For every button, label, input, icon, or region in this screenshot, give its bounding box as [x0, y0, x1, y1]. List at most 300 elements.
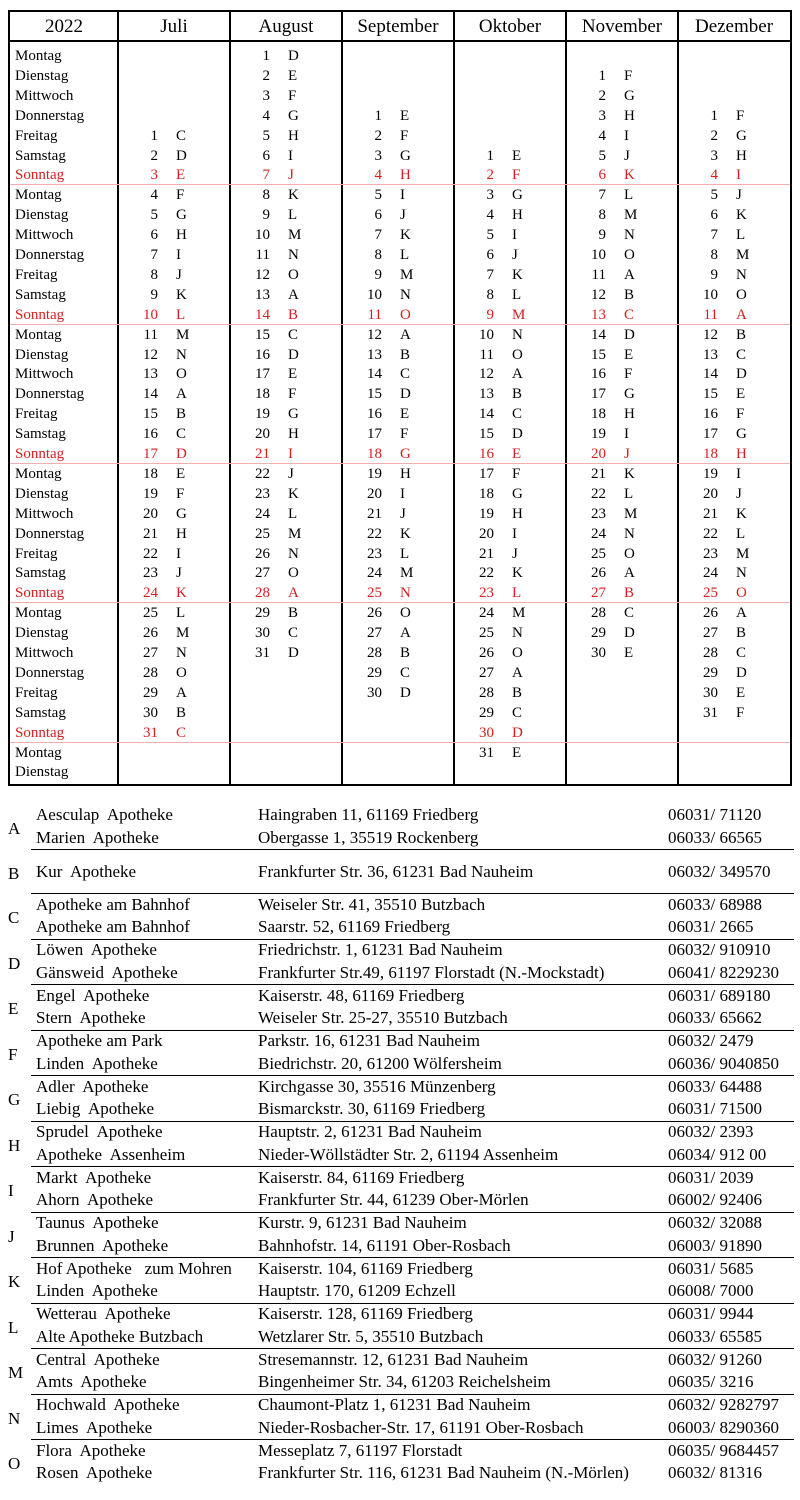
- group-letter: M: [8, 1363, 24, 1383]
- duty-letter: D: [624, 326, 635, 343]
- duty-letter: F: [288, 386, 297, 403]
- duty-letter: J: [400, 207, 406, 224]
- day-number: 17: [255, 366, 270, 383]
- duty-letter: K: [400, 227, 411, 244]
- day-number: 31: [255, 645, 270, 661]
- duty-letter: O: [624, 247, 635, 263]
- duty-letter: H: [736, 147, 747, 164]
- pharmacy-name: Apotheke am Park: [36, 1031, 163, 1050]
- duty-letter: A: [400, 625, 411, 642]
- duty-letter: H: [288, 426, 299, 443]
- duty-letter: M: [736, 247, 750, 263]
- duty-letter: B: [736, 625, 747, 642]
- duty-letter: H: [512, 207, 523, 224]
- header-divider: [10, 40, 790, 42]
- pharmacy-phone: 06032/ 2479: [668, 1031, 754, 1050]
- duty-letter: F: [176, 187, 185, 204]
- duty-letter: L: [624, 187, 634, 204]
- pharmacy-name: Limes Apotheke: [36, 1417, 153, 1437]
- day-number: 26: [703, 605, 718, 622]
- weekday-label: Montag: [15, 187, 62, 204]
- pharmacy-phone: 06032/ 349570: [668, 861, 771, 881]
- duty-letter: D: [736, 664, 747, 681]
- duty-letter: B: [512, 386, 523, 403]
- day-number: 28: [591, 605, 606, 622]
- day-number: 15: [367, 386, 382, 403]
- day-number: 30: [143, 704, 158, 721]
- duty-letter: E: [176, 465, 186, 482]
- day-number: 21: [143, 525, 158, 542]
- duty-letter: B: [736, 326, 747, 343]
- duty-letter: I: [624, 426, 629, 443]
- pharmacy-address: Kirchgasse 30, 35516 Münzenberg: [258, 1076, 496, 1096]
- pharmacy-phone: 06003/ 8290360: [668, 1417, 779, 1437]
- duty-letter: I: [736, 167, 741, 184]
- day-number: 11: [255, 247, 270, 263]
- duty-letter: N: [288, 545, 299, 562]
- duty-letter: K: [288, 485, 299, 502]
- duty-letter: J: [624, 446, 630, 462]
- pharmacy-list: [0, 800, 800, 1500]
- pharmacy-address: Frankfurter Str. 116, 61231 Bad Nauheim (N.-Mörlen): [258, 1463, 629, 1482]
- pharmacy-phone: 06032/ 32088: [668, 1213, 762, 1232]
- duty-letter: H: [512, 505, 523, 522]
- duty-letter: J: [176, 266, 182, 283]
- day-number: 18: [703, 446, 718, 462]
- day-number: 3: [374, 147, 382, 164]
- column-divider: [341, 12, 343, 784]
- duty-letter: B: [400, 346, 411, 363]
- day-number: 25: [479, 625, 494, 642]
- duty-letter: G: [512, 187, 523, 204]
- pharmacy-name: Apotheke am Bahnhof: [36, 917, 190, 936]
- day-number: 30: [703, 684, 718, 701]
- weekday-label: Montag: [15, 605, 62, 622]
- duty-letter: F: [624, 67, 633, 84]
- duty-letter: C: [288, 625, 299, 642]
- duty-letter: D: [288, 645, 299, 661]
- pharmacy-group-e: [0, 985, 800, 1031]
- day-number: 30: [479, 724, 494, 741]
- day-number: 9: [374, 266, 382, 283]
- weekday-label: Dienstag: [15, 625, 69, 642]
- pharmacy-group-b: [0, 850, 800, 894]
- duty-letter: O: [736, 585, 747, 602]
- pharmacy-group-m: [0, 1349, 800, 1395]
- duty-letter: M: [400, 266, 414, 283]
- day-number: 14: [255, 306, 270, 323]
- pharmacy-group-a: [0, 804, 800, 850]
- pharmacy-group-c: [0, 894, 800, 940]
- pharmacy-group-d: [0, 939, 800, 985]
- day-number: 15: [591, 346, 606, 363]
- day-number: 27: [703, 625, 718, 642]
- pharmacy-phone: 06003/ 91890: [668, 1235, 762, 1255]
- pharmacy-name: Aesculap Apotheke: [36, 805, 173, 824]
- day-number: 8: [374, 247, 382, 263]
- day-number: 12: [143, 346, 158, 363]
- day-number: 21: [591, 465, 606, 482]
- day-number: 11: [703, 306, 718, 323]
- day-number: 6: [150, 227, 158, 244]
- duty-letter: B: [288, 605, 299, 622]
- duty-letter: N: [288, 247, 299, 263]
- duty-letter: C: [288, 326, 299, 343]
- duty-letter: O: [400, 306, 411, 323]
- day-number: 5: [374, 187, 382, 204]
- duty-letter: G: [736, 127, 747, 144]
- duty-letter: H: [288, 127, 299, 144]
- day-number: 8: [710, 247, 718, 263]
- duty-letter: L: [288, 505, 298, 522]
- group-letter: K: [8, 1272, 21, 1292]
- duty-letter: L: [288, 207, 298, 224]
- group-letter: N: [8, 1408, 21, 1428]
- weekday-label: Freitag: [15, 406, 58, 423]
- day-number: 17: [703, 426, 718, 443]
- duty-letter: G: [176, 207, 187, 224]
- weekday-label: Samstag: [15, 704, 66, 721]
- duty-letter: O: [176, 366, 187, 383]
- weekday-label: Mittwoch: [15, 505, 74, 522]
- day-number: 11: [591, 266, 606, 283]
- day-number: 3: [598, 107, 606, 124]
- column-divider: [453, 12, 455, 784]
- day-number: 5: [598, 147, 606, 164]
- day-number: 27: [479, 664, 494, 681]
- duty-letter: L: [400, 545, 410, 562]
- duty-letter: B: [288, 306, 299, 323]
- duty-letter: H: [624, 107, 635, 124]
- pharmacy-address: Kaiserstr. 128, 61169 Friedberg: [258, 1304, 473, 1323]
- duty-letter: M: [736, 545, 750, 562]
- duty-letter: D: [176, 446, 187, 462]
- day-number: 12: [479, 366, 494, 383]
- day-number: 1: [710, 107, 718, 124]
- duty-letter: N: [400, 585, 411, 602]
- pharmacy-name: Brunnen Apotheke: [36, 1235, 169, 1255]
- duty-letter: O: [288, 565, 299, 582]
- duty-letter: J: [624, 147, 630, 164]
- weekday-label: Mittwoch: [15, 87, 74, 104]
- duty-letter: I: [624, 127, 629, 144]
- pharmacy-address: Parkstr. 16, 61231 Bad Nauheim: [258, 1031, 480, 1050]
- group-letter: H: [8, 1135, 21, 1155]
- day-number: 21: [703, 505, 718, 522]
- duty-letter: A: [176, 386, 187, 403]
- pharmacy-name: Apotheke am Bahnhof: [36, 894, 190, 914]
- weekday-label: Sonntag: [15, 724, 65, 741]
- duty-letter: N: [736, 565, 747, 582]
- duty-letter: K: [176, 286, 187, 303]
- duty-letter: J: [288, 465, 294, 482]
- pharmacy-address: Kurstr. 9, 61231 Bad Nauheim: [258, 1213, 467, 1232]
- month-header: Juli: [160, 16, 188, 37]
- day-number: 9: [598, 227, 606, 244]
- duty-letter: L: [624, 485, 634, 502]
- duty-letter: H: [176, 525, 187, 542]
- duty-letter: B: [176, 406, 187, 423]
- pharmacy-phone: 06031/ 2665: [668, 917, 754, 936]
- day-number: 6: [262, 147, 270, 164]
- day-number: 16: [367, 406, 382, 423]
- day-number: 21: [255, 446, 270, 462]
- duty-letter: J: [512, 545, 518, 562]
- duty-letter: D: [288, 48, 299, 64]
- group-letter: A: [8, 818, 21, 838]
- day-number: 20: [255, 426, 270, 443]
- pharmacy-group-k: [0, 1258, 800, 1304]
- day-number: 28: [367, 645, 382, 661]
- day-number: 1: [486, 147, 494, 164]
- group-letter: G: [8, 1090, 21, 1110]
- day-number: 27: [143, 645, 158, 661]
- pharmacy-phone: 06035/ 3216: [668, 1372, 754, 1391]
- column-divider: [565, 12, 567, 784]
- day-number: 3: [710, 147, 718, 164]
- pharmacy-address: Wetzlarer Str. 5, 35510 Butzbach: [258, 1326, 484, 1346]
- day-number: 29: [703, 664, 718, 681]
- day-number: 15: [143, 406, 158, 423]
- duty-letter: E: [176, 167, 186, 184]
- weekday-label: Donnerstag: [15, 107, 85, 124]
- day-number: 14: [479, 406, 494, 423]
- day-number: 29: [255, 605, 270, 622]
- day-number: 12: [703, 326, 718, 343]
- duty-letter: B: [176, 704, 187, 721]
- pharmacy-name: Hof Apotheke zum Mohren: [36, 1258, 232, 1278]
- duty-letter: L: [176, 605, 186, 622]
- day-number: 25: [591, 545, 606, 562]
- day-number: 28: [703, 645, 718, 661]
- duty-letter: E: [512, 744, 522, 761]
- duty-letter: O: [512, 645, 523, 661]
- weekday-label: Dienstag: [15, 764, 69, 781]
- day-number: 13: [255, 286, 270, 303]
- duty-letter: J: [736, 187, 742, 204]
- day-number: 5: [262, 127, 270, 144]
- duty-letter: F: [512, 465, 521, 482]
- weekday-label: Freitag: [15, 127, 58, 144]
- day-number: 31: [479, 744, 494, 761]
- duty-letter: K: [624, 167, 635, 184]
- day-number: 14: [143, 386, 158, 403]
- weekday-label: Freitag: [15, 684, 58, 701]
- day-number: 18: [479, 485, 494, 502]
- day-number: 13: [703, 346, 718, 363]
- day-number: 22: [143, 545, 158, 562]
- day-number: 12: [255, 266, 270, 283]
- column-divider: [229, 12, 231, 784]
- pharmacy-phone: 06041/ 8229230: [668, 962, 779, 982]
- pharmacy-address: Nieder-Rosbacher-Str. 17, 61191 Ober-Rosbach: [258, 1417, 584, 1437]
- duty-letter: O: [288, 266, 299, 283]
- pharmacy-name: Apotheke Assenheim: [36, 1144, 186, 1164]
- column-divider: [117, 12, 119, 784]
- day-number: 9: [150, 286, 158, 303]
- group-letter: C: [8, 908, 20, 928]
- duty-letter: O: [736, 286, 747, 303]
- day-number: 27: [367, 625, 382, 642]
- duty-letter: G: [624, 87, 635, 104]
- day-number: 15: [703, 386, 718, 403]
- day-number: 3: [262, 87, 270, 104]
- duty-letter: A: [400, 326, 411, 343]
- duty-letter: K: [624, 465, 635, 482]
- day-number: 25: [367, 585, 382, 602]
- pharmacy-address: Nieder-Wöllstädter Str. 2, 61194 Assenheim: [258, 1144, 559, 1164]
- day-number: 25: [143, 605, 158, 622]
- pharmacy-phone: 06035/ 9684457: [668, 1440, 779, 1460]
- duty-letter: H: [624, 406, 635, 423]
- day-number: 18: [143, 465, 158, 482]
- duty-letter: K: [736, 207, 747, 224]
- duty-letter: M: [176, 326, 190, 343]
- day-number: 2: [598, 87, 606, 104]
- day-number: 4: [486, 207, 494, 224]
- day-number: 14: [367, 366, 382, 383]
- notdienst-calendar: [8, 10, 792, 786]
- duty-letter: N: [624, 227, 635, 244]
- duty-letter: A: [512, 664, 523, 681]
- group-letter: I: [8, 1181, 14, 1201]
- weekday-label: Freitag: [15, 266, 58, 283]
- day-number: 2: [262, 67, 270, 84]
- pharmacy-name: Gänsweid Apotheke: [36, 962, 178, 982]
- duty-letter: M: [288, 227, 302, 244]
- duty-letter: F: [400, 127, 409, 144]
- day-number: 24: [591, 525, 606, 542]
- duty-letter: A: [288, 585, 299, 602]
- pharmacy-phone: 06033/ 64488: [668, 1076, 762, 1096]
- duty-letter: C: [624, 605, 635, 622]
- day-number: 22: [255, 465, 270, 482]
- duty-letter: D: [512, 724, 523, 741]
- duty-letter: M: [512, 306, 526, 323]
- month-header: November: [581, 16, 663, 37]
- pharmacy-address: Saarstr. 52, 61169 Friedberg: [258, 917, 451, 936]
- duty-letter: L: [736, 525, 746, 542]
- duty-letter: D: [176, 147, 187, 164]
- duty-letter: A: [624, 266, 635, 283]
- day-number: 9: [486, 306, 494, 323]
- day-number: 7: [262, 167, 270, 184]
- day-number: 7: [486, 266, 494, 283]
- weekday-label: Dienstag: [15, 67, 69, 84]
- weekday-label: Sonntag: [15, 446, 65, 462]
- duty-letter: E: [288, 67, 298, 84]
- duty-letter: F: [624, 366, 633, 383]
- pharmacy-phone: 06031/ 2039: [668, 1167, 754, 1187]
- duty-letter: E: [624, 346, 634, 363]
- duty-letter: A: [176, 684, 187, 701]
- day-number: 16: [143, 426, 158, 443]
- duty-letter: D: [288, 346, 299, 363]
- duty-letter: I: [400, 485, 405, 502]
- duty-letter: N: [512, 326, 523, 343]
- pharmacy-address: Weiseler Str. 41, 35510 Butzbach: [258, 894, 486, 914]
- duty-letter: B: [400, 645, 411, 661]
- pharmacy-phone: 06032/ 2393: [668, 1122, 754, 1141]
- duty-letter: A: [288, 286, 299, 303]
- duty-letter: O: [624, 545, 635, 562]
- pharmacy-phone: 06032/ 9282797: [668, 1395, 779, 1414]
- day-number: 20: [479, 525, 494, 542]
- duty-letter: K: [400, 525, 411, 542]
- day-number: 23: [367, 545, 382, 562]
- duty-letter: E: [736, 386, 746, 403]
- pharmacy-phone: 06031/ 9944: [668, 1304, 754, 1323]
- duty-letter: G: [736, 426, 747, 443]
- day-number: 21: [479, 545, 494, 562]
- month-header: September: [357, 16, 439, 37]
- pharmacy-phone: 06033/ 65662: [668, 1008, 762, 1027]
- pharmacy-address: Hauptstr. 170, 61209 Echzell: [258, 1281, 456, 1300]
- day-number: 10: [255, 227, 270, 244]
- day-number: 24: [255, 505, 270, 522]
- duty-letter: E: [512, 147, 522, 164]
- pharmacy-name: Rosen Apotheke: [36, 1463, 153, 1482]
- duty-letter: N: [624, 525, 635, 542]
- pharmacy-phone: 06036/ 9040850: [668, 1053, 779, 1073]
- weekday-label: Donnerstag: [15, 525, 85, 542]
- duty-letter: C: [512, 406, 523, 423]
- day-number: 8: [262, 187, 270, 204]
- day-number: 5: [150, 207, 158, 224]
- weekday-label: Montag: [15, 326, 62, 343]
- day-number: 2: [150, 147, 158, 164]
- day-number: 28: [143, 664, 158, 681]
- group-letter: L: [8, 1317, 19, 1337]
- pharmacy-address: Obergasse 1, 35519 Rockenberg: [258, 827, 479, 847]
- day-number: 6: [710, 207, 718, 224]
- duty-letter: C: [400, 366, 411, 383]
- pharmacy-phone: 06031/ 71500: [668, 1099, 762, 1118]
- day-number: 30: [255, 625, 270, 642]
- day-number: 6: [598, 167, 606, 184]
- day-number: 1: [262, 48, 270, 64]
- group-letter: E: [8, 999, 19, 1019]
- day-number: 13: [367, 346, 382, 363]
- duty-letter: H: [176, 227, 187, 244]
- duty-letter: D: [624, 625, 635, 642]
- weekday-label: Mittwoch: [15, 366, 74, 383]
- pharmacy-name: Sprudel Apotheke: [36, 1122, 163, 1141]
- duty-letter: G: [176, 505, 187, 522]
- pharmacy-address: Kaiserstr. 104, 61169 Friedberg: [258, 1258, 473, 1278]
- duty-letter: C: [176, 426, 187, 443]
- duty-letter: E: [736, 684, 746, 701]
- duty-letter: C: [176, 724, 187, 741]
- day-number: 22: [479, 565, 494, 582]
- day-number: 10: [367, 286, 382, 303]
- pharmacy-phone: 06033/ 66565: [668, 827, 762, 847]
- day-number: 4: [262, 107, 270, 124]
- day-number: 20: [367, 485, 382, 502]
- day-number: 19: [143, 485, 158, 502]
- duty-letter: H: [400, 167, 411, 184]
- duty-letter: J: [176, 565, 182, 582]
- weekday-label: Sonntag: [15, 306, 65, 323]
- day-number: 1: [374, 107, 382, 124]
- weekday-label: Donnerstag: [15, 247, 85, 263]
- duty-letter: D: [512, 426, 523, 443]
- pharmacy-address: Weiseler Str. 25-27, 35510 Butzbach: [258, 1008, 508, 1027]
- day-number: 20: [591, 446, 606, 462]
- duty-letter: B: [624, 286, 635, 303]
- duty-letter: I: [512, 525, 517, 542]
- weekday-label: Montag: [15, 48, 62, 64]
